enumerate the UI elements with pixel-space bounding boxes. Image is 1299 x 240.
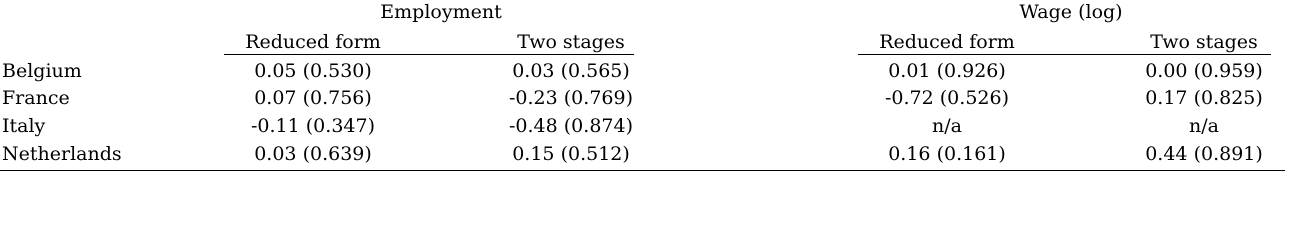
table-cell: n/a [1189,115,1219,137]
row-label-belgium: Belgium [2,60,82,82]
table-cell: -0.11 (0.347) [251,115,375,137]
table-cell: 0.03 (0.565) [512,60,630,82]
row-label-netherlands: Netherlands [2,143,122,165]
table-cell: 0.00 (0.959) [1145,60,1263,82]
table-cell: n/a [932,115,962,137]
table-cell: 0.01 (0.926) [888,60,1006,82]
table-cell: -0.48 (0.874) [509,115,633,137]
row-label-france: France [2,87,70,109]
table-cell: 0.03 (0.639) [254,143,372,165]
group-header-wage: Wage (log) [1019,1,1123,23]
table-cell: 0.15 (0.512) [512,143,630,165]
rule-bottom [0,170,1285,171]
rule-employment [224,54,634,55]
table-cell: 0.16 (0.161) [888,143,1006,165]
table-cell: 0.17 (0.825) [1145,87,1263,109]
subheader-wage-two-stages: Two stages [1150,31,1258,53]
subheader-wage-reduced-form: Reduced form [879,31,1015,53]
subheader-employment-reduced-form: Reduced form [245,31,381,53]
table-cell: 0.07 (0.756) [254,87,372,109]
table-cell: 0.44 (0.891) [1145,143,1263,165]
group-header-employment: Employment [380,1,502,23]
row-label-italy: Italy [2,115,46,137]
rule-wage [858,54,1271,55]
table-cell: 0.05 (0.530) [254,60,372,82]
subheader-employment-two-stages: Two stages [517,31,625,53]
table-cell: -0.23 (0.769) [509,87,633,109]
table-cell: -0.72 (0.526) [885,87,1009,109]
